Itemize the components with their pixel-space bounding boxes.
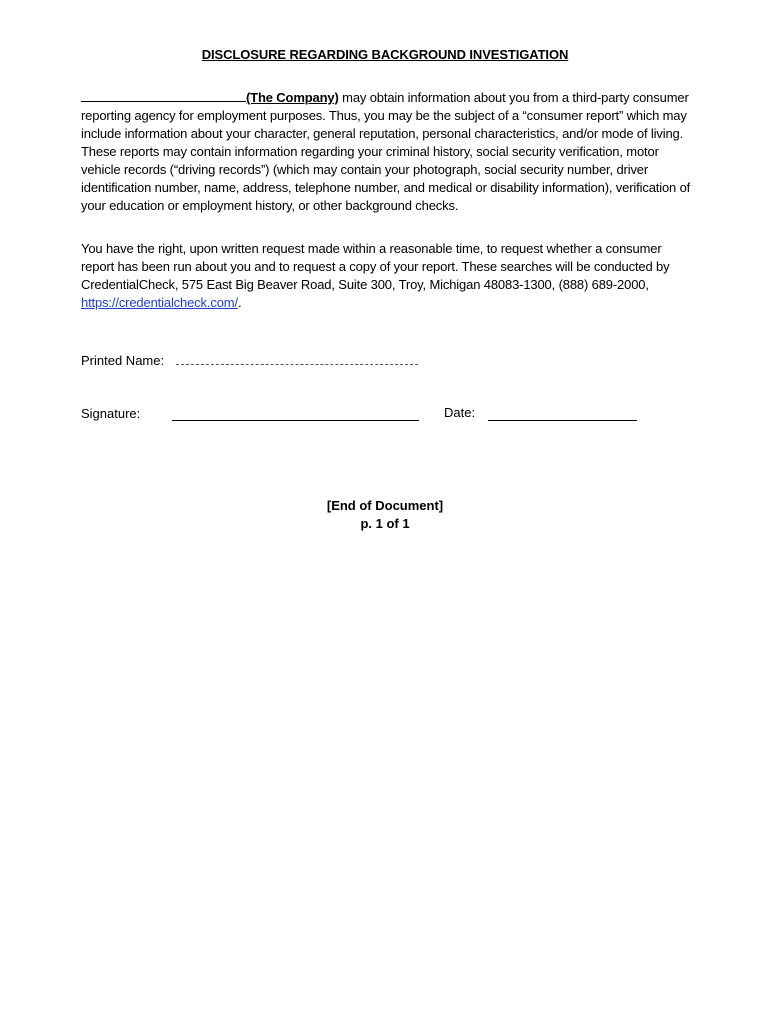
signature-field[interactable] — [172, 420, 419, 421]
document-footer — [0, 497, 770, 533]
disclosure-text: may obtain information about you from a third-party consumer reporting agency for employment purposes. Thus, you may be the subject of a “consumer report” which may include information about your character, general reputation, personal characteristics, and/or mode of living. These reports may contain information regarding your criminal history, social security verification, motor vehicle records (“driving records”) (which may contain your photograph, social security number, driver identification number, name, address, telephone number, and medical or disability information), verification of your education or employment history, or other background checks. — [81, 90, 691, 213]
company-name-blank[interactable] — [81, 89, 246, 102]
printed-name-label: Printed Name: — [81, 353, 165, 368]
printed-name-field[interactable] — [176, 364, 418, 365]
date-label: Date: — [444, 405, 476, 420]
company-label: (The Company) — [246, 90, 339, 105]
date-field[interactable] — [488, 420, 637, 421]
signature-label: Signature: — [81, 406, 141, 421]
credentialcheck-link[interactable]: https://credentialcheck.com/ — [81, 295, 238, 310]
document-title: DISCLOSURE REGARDING BACKGROUND INVESTIGATION — [201, 47, 569, 62]
rights-trailing: . — [237, 295, 242, 310]
rights-text: You have the right, upon written request made within a reasonable time, to request whether a consumer report has been run about you and to request a copy of your report. These searches will be conducted by CredentialCheck, 575 East Big Beaver Road, Suite 300, Troy, Michigan 48083-1300, (888) 689-2000, — [81, 241, 670, 292]
rights-paragraph — [81, 240, 693, 312]
end-of-document-label: [End of Document] — [326, 498, 444, 513]
disclosure-paragraph — [81, 89, 693, 215]
page-number: p. 1 of 1 — [360, 516, 410, 531]
